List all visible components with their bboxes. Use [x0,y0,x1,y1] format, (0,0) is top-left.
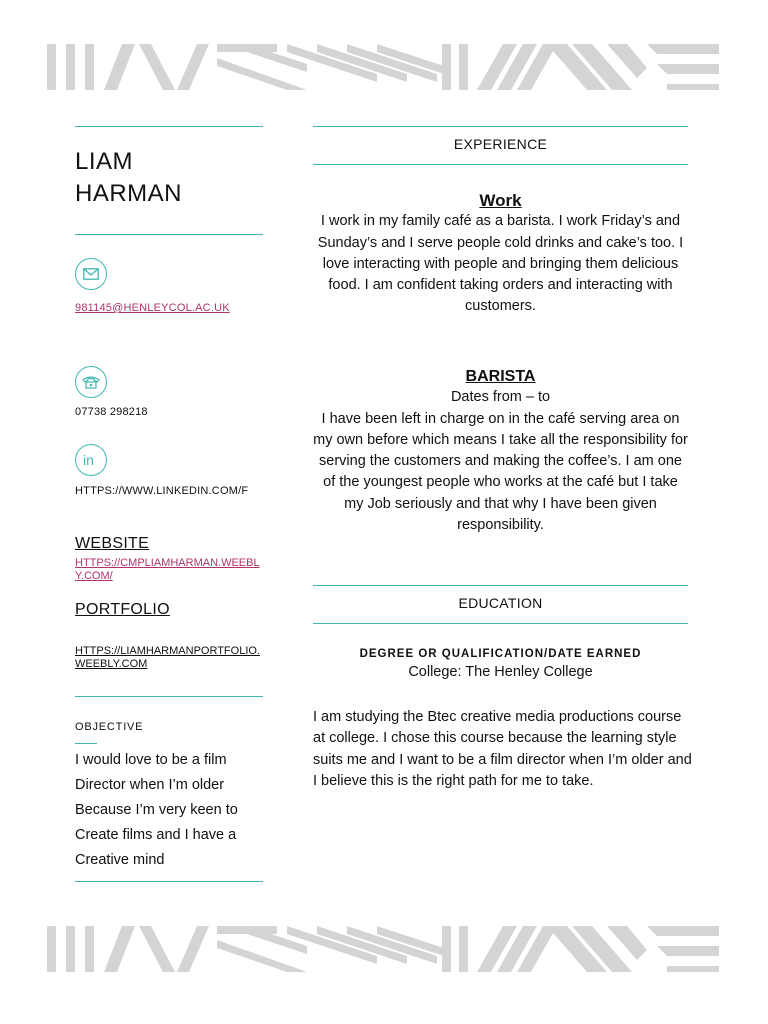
name-last: HARMAN [75,180,183,207]
experience-bottom-rule [313,164,688,165]
barista-heading: BARISTA [465,368,536,385]
decorative-stripe-band-top [47,44,719,90]
objective-text [75,748,270,873]
decorative-stripe-band-bottom [47,926,719,972]
candidate-name [75,146,182,210]
work-section [313,190,688,318]
objective-line: Director when I’m older [75,777,225,793]
sidebar-name-rule [75,234,263,235]
objective-underline [75,743,97,744]
svg-text:in: in [83,452,94,468]
barista-section [313,366,688,536]
website-heading: WEBSITE [75,535,150,552]
experience-top-rule [313,126,688,127]
objective-line: Because I’m very keen to [75,802,238,818]
sidebar-top-rule [75,126,263,127]
work-description: I work in my family café as a barista. I work Friday’s and Sunday’s and I serve people cold drinks and cake’s too. I love interacting with people and bringing them delicious food. I am confident taking orders and interacting with customers. [317,213,684,315]
name-first: LIAM [75,148,134,175]
objective-label: OBJECTIVE [75,721,144,733]
portfolio-heading: PORTFOLIO [75,601,170,618]
degree-label: DEGREE OR QUALIFICATION/DATE EARNED [359,648,642,660]
barista-dates: Dates from – to [450,389,551,406]
website-link[interactable]: HTTPS://CMPLIAMHARMAN.WEEBLY.COM/ [75,557,260,582]
sidebar-bottom-rule [75,881,263,882]
work-heading: Work [479,191,522,210]
objective-line: Create films and I have a [75,827,237,843]
education-title: EDUCATION [458,595,543,611]
objective-line: I would love to be a film [75,752,227,768]
linkedin-url[interactable]: HTTPS://WWW.LINKEDIN.COM/F [75,485,249,497]
experience-title: EXPERIENCE [453,136,548,152]
linkedin-icon [75,444,107,476]
education-description: I am studying the Btec creative media productions course at college. I chose this course because the learning style suits me and I want to be a film director when I’m older and I believe this is the right path for me to take. [313,709,692,789]
education-bottom-rule [313,623,688,624]
phone-number: 07738 298218 [75,406,148,418]
barista-description: I have been left in charge on in the café serving area on my own before which means I take all the responsibility for serving the customers and making the coffee’s. I am one of the youngest people who works at the café but I take my Job seriously and that why I have been given responsibility. [313,410,688,534]
envelope-icon [75,258,107,290]
email-link[interactable]: 981145@HENLEYCOL.AC.UK [75,302,230,314]
college-name: College: The Henley College [408,664,593,680]
portfolio-link[interactable]: HTTPS://LIAMHARMANPORTFOLIO.WEEBLY.COM [75,645,260,670]
objective-line: Creative mind [75,852,165,868]
sidebar-objective-rule [75,696,263,697]
education-top-rule [313,585,688,586]
telephone-icon [75,366,107,398]
